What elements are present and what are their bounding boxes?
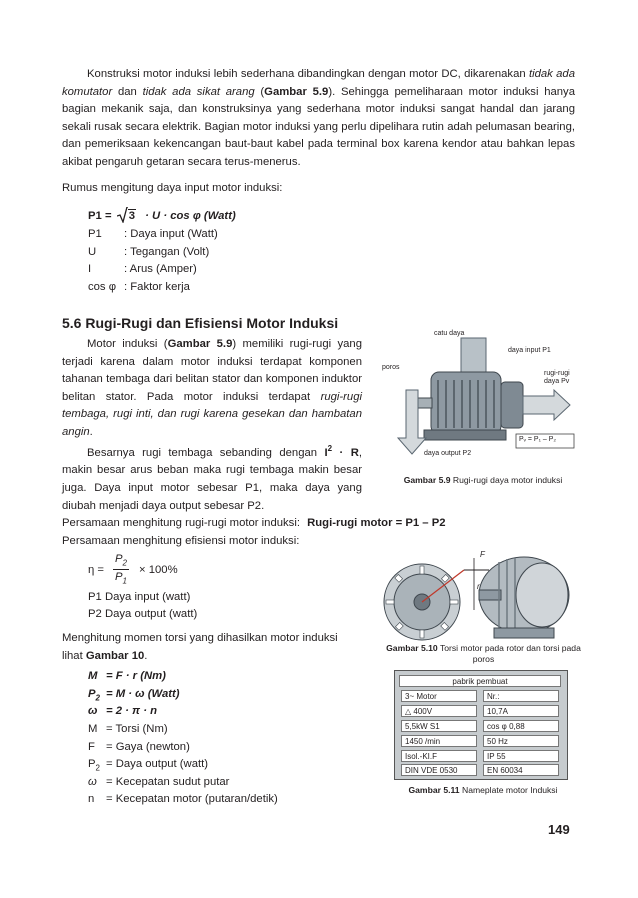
torque-formula: M = F · r (Nm) <box>88 670 166 682</box>
efficiency-intro: Persamaan menghitung efisiensi motor induksi: <box>62 535 300 547</box>
text-run: 2 <box>327 444 333 453</box>
intro-paragraph <box>62 66 575 172</box>
fraction-bar <box>113 569 129 570</box>
radical-sign <box>117 207 128 223</box>
section-paragraph-1 <box>62 336 362 442</box>
torque-illustration <box>374 540 577 644</box>
fraction-numerator: $P_2$ <box>115 553 127 568</box>
nameplate-cell: IP 55 <box>483 750 559 762</box>
torque-intro: Menghitung momen torsi yang dihasilkan motor induksi lihat Gambar 10. <box>62 632 338 662</box>
nameplate-cell: 50 Hz <box>483 735 559 747</box>
nameplate-cell: △ 400V <box>401 705 477 717</box>
label-loss-power: daya Pv <box>544 378 570 385</box>
label-shaft: poros <box>382 364 400 371</box>
nameplate-cell: 1450 /min <box>401 735 477 747</box>
label-radius: r <box>477 582 480 591</box>
figure-5-10-caption: Gambar 5.10 Torsi motor pada rotor dan torsi pada poros <box>386 643 581 664</box>
text-run: · R <box>332 446 359 459</box>
section-paragraph-2 <box>62 440 362 515</box>
nameplate-cell: DIN VDE 0530 <box>401 764 477 776</box>
label-losses: rugi-rugi <box>544 370 570 377</box>
nameplate-cell: Isol.-KI.F <box>401 750 477 762</box>
text-run: ( <box>254 85 265 98</box>
figure-5-9-motor-losses <box>376 330 576 460</box>
text-run: tidak ada komutator <box>62 68 575 98</box>
label-loss-formula: Pᵥ = P₁ – P₂ <box>519 436 557 443</box>
losses-line: Persamaan menghitung rugi-rugi motor induksi: Rugi-rugi motor = P1 – P2 <box>62 517 446 529</box>
formula-intro: Rumus mengitung daya input motor induksi: <box>62 182 283 194</box>
label-supply: catu daya <box>434 330 465 337</box>
nameplate-manufacturer: pabrik pembuat <box>399 675 561 687</box>
nameplate-cell: Nr.: <box>483 690 559 702</box>
nameplate-cell: 3~ Motor <box>401 690 477 702</box>
nameplate-cell: 10,7A <box>483 705 559 717</box>
efficiency-formula: η = $P_2$ $P_1$ × 100% <box>88 553 178 586</box>
figure-5-9-caption: Gambar 5.9 Rugi-rugi daya motor induksi <box>403 475 563 485</box>
sqrt-symbol: 3 <box>119 210 136 222</box>
text-run: . <box>89 425 93 438</box>
label-input-power: daya input P1 <box>508 347 551 354</box>
def-row: ω = Kecepatan sudut putar <box>88 775 230 788</box>
figure-5-11-caption: Gambar 5.11 Nameplate motor Induksi <box>408 785 558 795</box>
figure-5-10-torque <box>374 540 577 644</box>
def-row: P1 : Daya input (Watt) <box>88 228 218 240</box>
text-run: ). Sehingga pemeliharaan motor induksi hanya bagian mekanik saja, dan konstruksinya yang sederhana motor induksi sangat handal dan jarang sekali rusak secara elektrik. Bagian motor induksi yang perlu dipelihara rutin adah pelumasan bearing, dan pemeriksaan kekencangan baut-baut kabel pada terminal box karena kendor atau bahkan lepas akibat pengaruh getaran secara terus-menerus. <box>62 85 575 168</box>
torque-formulas <box>88 668 180 721</box>
text-run: Gambar 5.9 <box>264 85 329 98</box>
def-row: U : Tegangan (Volt) <box>88 245 210 258</box>
def-row: cos φ : Faktor kerja <box>88 280 190 293</box>
def-row: I : Arus (Amper) <box>88 263 197 276</box>
fraction-denominator: $P_1$ <box>115 571 127 586</box>
label-output-power: daya output P2 <box>424 450 472 457</box>
torque-definitions <box>88 721 278 809</box>
power-input-formula: P1 = 3 · U · cos φ (Watt) <box>88 210 236 222</box>
text-run: Besarnya rugi tembaga sebanding dengan <box>87 446 325 459</box>
text-run: tidak ada sikat arang <box>142 85 255 98</box>
efficiency-def-p1: P1 Daya input (watt) <box>88 591 191 603</box>
power-input-definitions <box>88 226 218 296</box>
text-run: I <box>324 446 328 459</box>
text-run: , makin besar arus beban maka rugi tembaga makin besar juga. Daya input motor sebesar P1, maka daya yang diubah menjadi daya output sebesar P2. <box>62 446 362 512</box>
text-run: dan <box>112 85 143 98</box>
text-run: Konstruksi motor induksi lebih sederhana dibandingkan dengan motor DC, dikarenakan <box>87 68 529 80</box>
angular-speed-formula: ω = 2 · π · n <box>88 705 158 718</box>
figure-5-11-nameplate <box>394 670 568 780</box>
page-number: 149 <box>548 822 570 837</box>
label-force: F <box>480 550 485 559</box>
nameplate-cell: cos φ 0,88 <box>483 720 559 732</box>
nameplate-cell: EN 60034 <box>483 764 559 776</box>
text-run: rugi-rugi tembaga, rugi inti, dan rugi karena gesekan dan hambatan angin <box>62 390 362 438</box>
text-run: Motor induksi ( <box>87 338 168 350</box>
section-heading: 5.6 Rugi-Rugi dan Efisiensi Motor Induksi <box>62 315 339 331</box>
text-run: ) memiliki rugi-rugi yang terjadi karena dalam motor induksi terdapat komponen tahanan tembaga dari belitan stator dan komponen induktor belitan stator. Pada motor induksi terdapat <box>62 338 362 403</box>
def-row: F = Gaya (newton) <box>88 740 190 753</box>
power-output-formula: $P_2$ = M · ω (Watt) <box>88 687 180 702</box>
text-run: Gambar 5.9 <box>167 338 233 350</box>
def-row: $P_2$ = Daya output (watt) <box>88 758 209 773</box>
nameplate-cell: 5,5kW S1 <box>401 720 477 732</box>
efficiency-def-p2: P2 Daya output (watt) <box>88 608 198 620</box>
def-row: M = Torsi (Nm) <box>88 723 168 735</box>
def-row: n = Kecepatan motor (putaran/detik) <box>88 793 278 806</box>
